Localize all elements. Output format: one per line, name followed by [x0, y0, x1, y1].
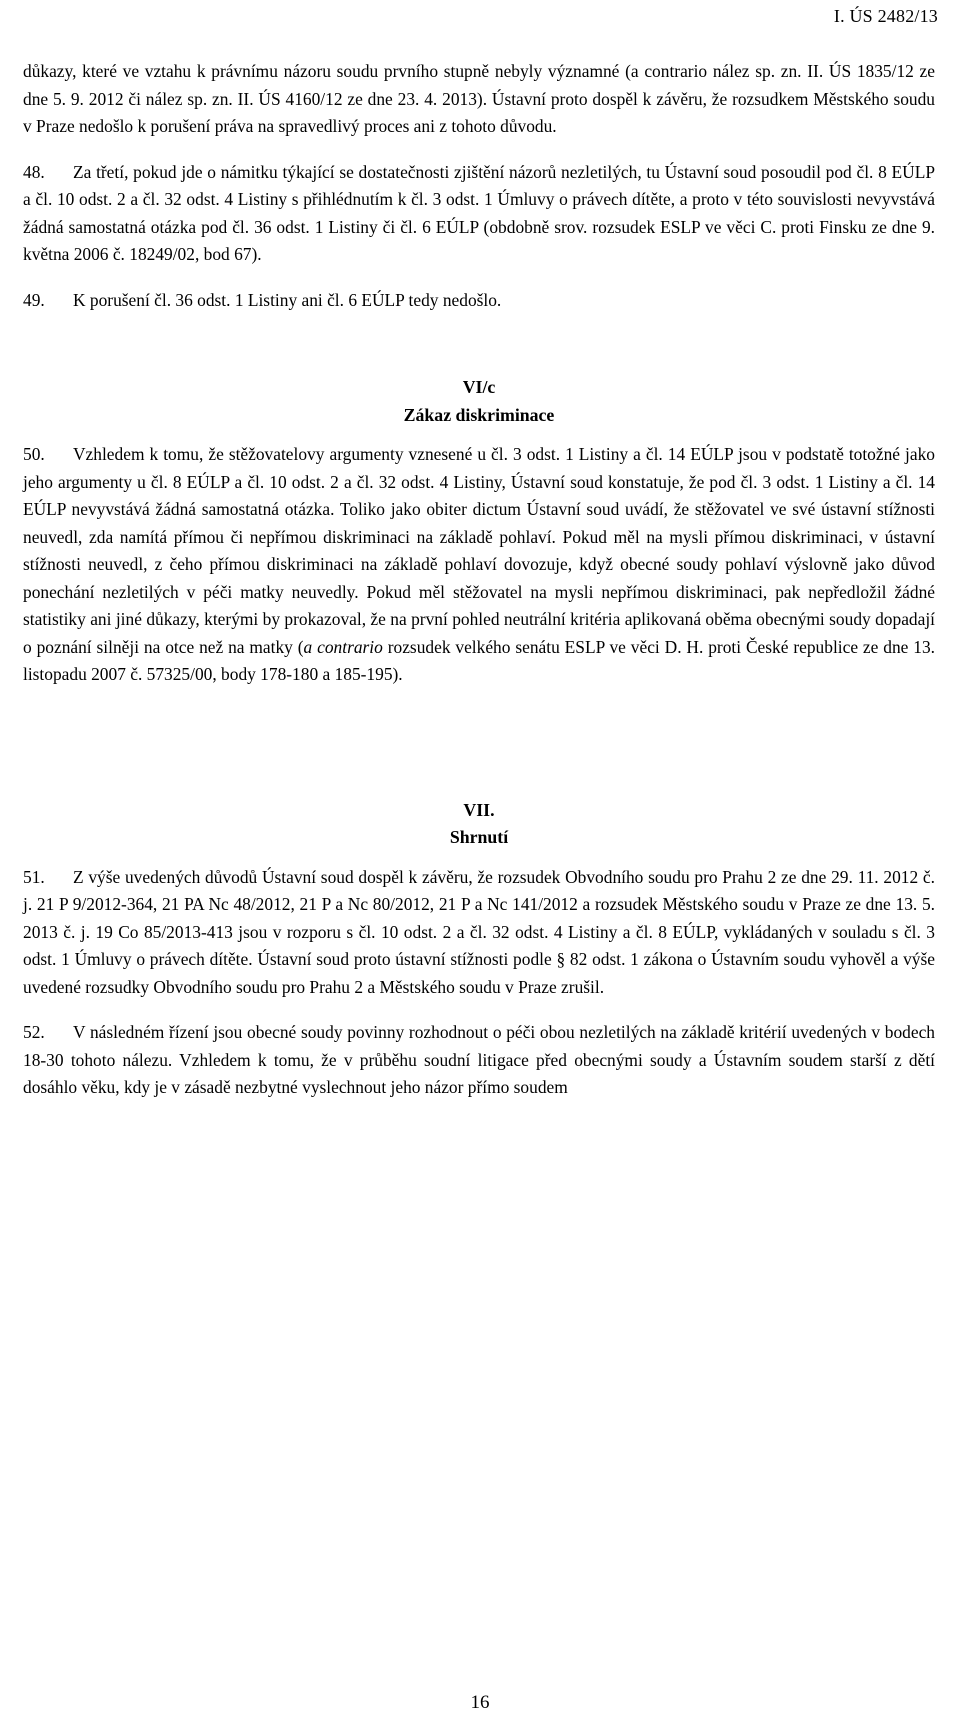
paragraph-number: 52.: [23, 1022, 45, 1042]
case-reference-header: I. ÚS 2482/13: [833, 6, 938, 26]
paragraph-48: [23, 159, 935, 269]
paragraph-text: Z výše uvedených důvodů Ústavní soud dospěl k závěru, že rozsudek Obvodního soudu pro Prahu 2 ze dne 29. 11. 2012 č. j. 21 P 9/2012-364, 21 PA Nc 48/2012, 21 P a Nc 80/2012, 21 P a Nc 141/2012 a rozsudek Městského soudu v Praze ze dne 13. 5. 2013 č. j. 19 Co 85/2013-413 jsou v rozporu s čl. 10 odst. 2 a čl. 32 odst. 4 Listiny a čl. 8 EÚLP, vykládaných v souladu s čl. 3 odst. 1 Úmluvy o právech dítěte. Ústavní soud proto ústavní stížnosti podle § 82 odst. 1 zákona o Ústavním soudu vyhověl a výše uvedené rozsudky Obvodního soudu pro Prahu 2 a Městského soudu v Praze zrušil.: [23, 866, 935, 997]
paragraph-text: Vzhledem k tomu, že stěžovatelovy argumenty vznesené u čl. 3 odst. 1 Listiny a čl. 14 EÚLP jsou v podstatě totožné jako jeho argumenty u čl. 8 EÚLP a čl. 10 odst. 2 a čl. 32 odst. 4 Listiny, Ústavní soud konstatuje, že pod čl. 3 odst. 1 Listiny a čl. 14 EÚLP nevyvstává žádná samostatná otázka. Toliko jako obiter dictum Ústavní soud uvádí, že stěžovatel ve své ústavní stížnosti neuvedl, zda namítá přímou či nepřímou diskriminaci na základě pohlaví. Pokud měl na mysli přímou diskriminaci, v ústavní stížnosti neuvedl, z čeho přímou diskriminaci na základě pohlaví dovozuje, když obecné soudy pohlaví výslovně jako důvod ponechání nezletilých v péči matky neuvedly. Pokud měl stěžovatel na mysli nepřímou diskriminaci, pak nepředložil žádné statistiky ani jiné důkazy, kterými by prokazoval, že na první pohled neutrální kritéria aplikovaná oběma obecnými soudy dopadají o poznání silněji na otce než na matky (: [23, 444, 935, 657]
paragraph-51: [23, 864, 935, 1002]
paragraph-number: 50.: [23, 444, 45, 464]
paragraph-50: [23, 441, 935, 689]
paragraph-number: 48.: [23, 161, 45, 182]
section-number-vii: VII.: [463, 799, 495, 820]
paragraph-52: [23, 1019, 935, 1102]
paragraph-text: K porušení čl. 36 odst. 1 Listiny ani čl. 6 EÚLP tedy nedošlo.: [73, 289, 502, 310]
continuation-text: důkazy, které ve vztahu k právnímu názoru soudu prvního stupně nebyly významné (a contrario nález sp. zn. II. ÚS 1835/12 ze dne 5. 9. 2012 či nález sp. zn. II. ÚS 4160/12 ze dne 23. 4. 2013). Ústavní proto dospěl k závěru, že rozsudkem Městského soudu v Praze nedošlo k porušení práva na spravedlivý proces ani z tohoto důvodu.: [23, 61, 935, 136]
document-body: [23, 58, 935, 1120]
section-title-summary: Shrnutí: [449, 827, 509, 847]
paragraph-number: 51.: [23, 866, 45, 887]
paragraph-49: [23, 287, 935, 315]
paragraph-number: 49.: [23, 289, 45, 310]
page-number: 16: [470, 1692, 490, 1713]
paragraph-text: Za třetí, pokud jde o námitku týkající se dostatečnosti zjištění názorů nezletilých, tu Ústavní soud posoudil pod čl. 8 EÚLP a čl. 10 odst. 2 a čl. 32 odst. 4 Listiny s přihlédnutím k čl. 3 odst. 1 Úmluvy o právech dítěte, a proto v této souvislosti nevyvstává žádná samostatná otázka pod čl. 36 odst. 1 Listiny či čl. 6 EÚLP (obdobně srov. rozsudek ESLP ve věci C. proti Finsku ze dne 9. května 2006 č. 18249/02, bod 67).: [23, 161, 935, 264]
paragraph-text: V následném řízení jsou obecné soudy povinny rozhodnout o péči obou nezletilých na základě kritérií uvedených v bodech 18-30 tohoto nálezu. Vzhledem k tomu, že v průběhu soudní litigace před obecnými soudy a Ústavním soudem starší z dětí dosáhlo věku, kdy je v zásadě nezbytné vyslechnout jeho názor přímo soudem: [23, 1022, 935, 1097]
italic-phrase: a contrario: [303, 636, 383, 657]
paragraph-text-cont: rozsudek velkého senátu ESLP ve věci D. H. proti České republice ze dne 13. listopadu 2007 č. 57325/00, body 178-180 a 185-195).: [23, 636, 935, 684]
continuation-paragraph: [23, 58, 935, 141]
section-number-vic: VI/c: [462, 377, 496, 397]
section-title-discrimination: Zákaz diskriminace: [403, 404, 555, 425]
